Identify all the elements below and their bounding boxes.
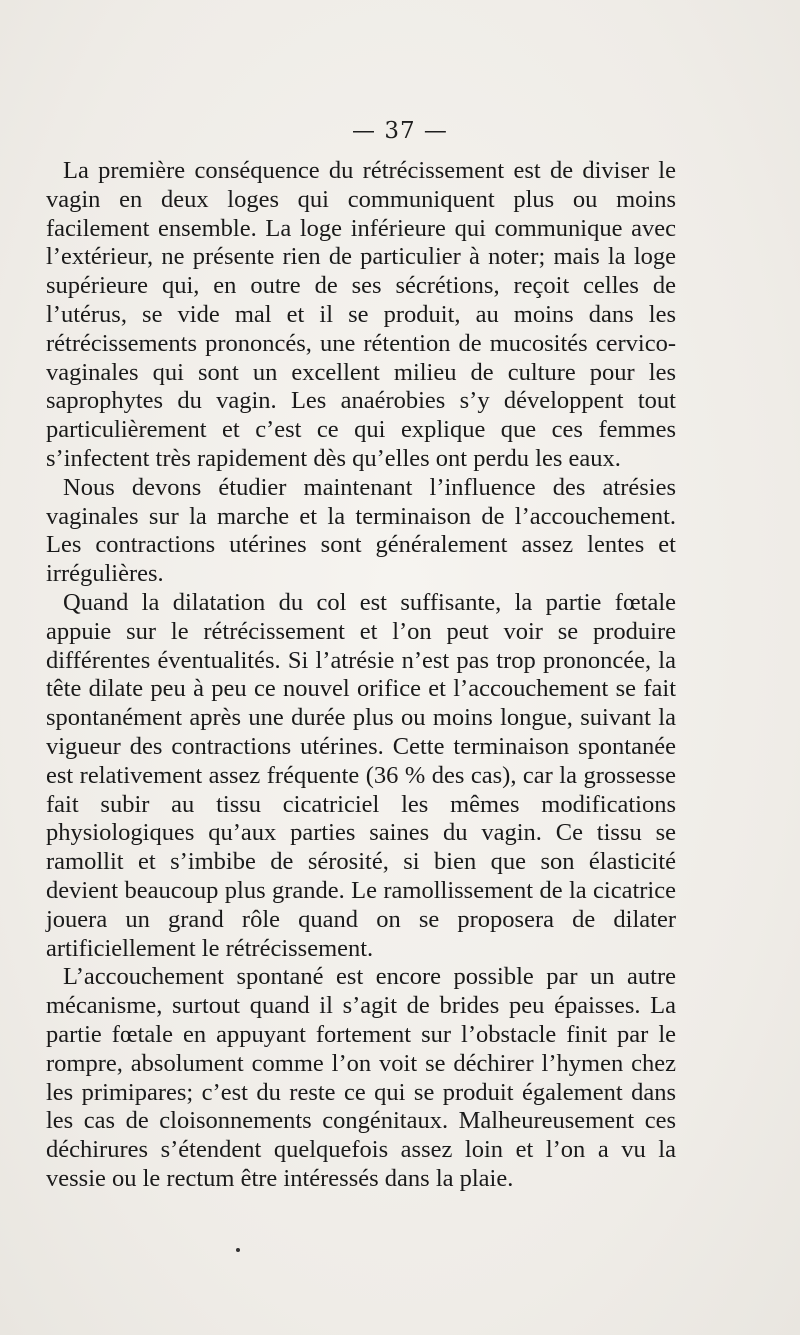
ink-speck: [236, 1248, 240, 1252]
paragraph-4: L’accouchement spontané est encore possible par un autre mécanisme, surtout quand il s’agit de brides peu épaisses. La partie fœtale en appuyant fortement sur l’obstacle finit par le rompre, absolument comme l’on voit se déchirer l’hymen chez les primipares; c’est du reste ce qui se produit également dans les cas de cloisonnements congénitaux. Malheureusement ces déchirures s’étendent quelquefois assez loin et l’on a vu la vessie ou le rectum être intéressés dans la plaie.: [46, 963, 676, 1192]
paragraph-1: La première conséquence du rétrécissement est de diviser le vagin en deux loges qui communiquent plus ou moins facilement ensemble. La loge inférieure qui communique avec l’extérieur, ne présente rien de particulier à noter; mais la loge supérieure qui, en outre de ses sécrétions, reçoit celles de l’utérus, se vide mal et il se produit, au moins dans les rétrécissements prononcés, une rétention de mucosités cervico-vaginales qui sont un excellent milieu de culture pour les saprophytes du vagin. Les anaérobies s’y développent tout particulièrement et c’est ce qui explique que ces femmes s’infectent très rapidement dès qu’elles ont perdu les eaux.: [46, 157, 676, 472]
body-text: [46, 157, 676, 1194]
paragraph-2: Nous devons étudier maintenant l’influence des atrésies vaginales sur la marche et la terminaison de l’accouchement. Les contractions utérines sont généralement assez lentes et irrégulières.: [46, 473, 676, 588]
page-number: — 37 —: [352, 118, 448, 144]
paragraph-3: Quand la dilatation du col est suffisante, la partie fœtale appuie sur le rétrécissement et l’on peut voir se produire différentes éventualités. Si l’atrésie n’est pas trop prononcée, la tête dilate peu à peu ce nouvel orifice et l’accouchement se fait spontanément après une durée plus ou moins longue, suivant la vigueur des contractions utérines. Cette terminaison spontanée est relativement assez fréquente (36 % des cas), car la grossesse fait subir au tissu cicatriciel les mêmes modifications physiologiques qu’aux parties saines du vagin. Ce tissu se ramollit et s’imbibe de sérosité, si bien que son élasticité devient beaucoup plus grande. Le ramollissement de la cicatrice jouera un grand rôle quand on se proposera de dilater artificiellement le rétrécissement.: [46, 588, 676, 962]
